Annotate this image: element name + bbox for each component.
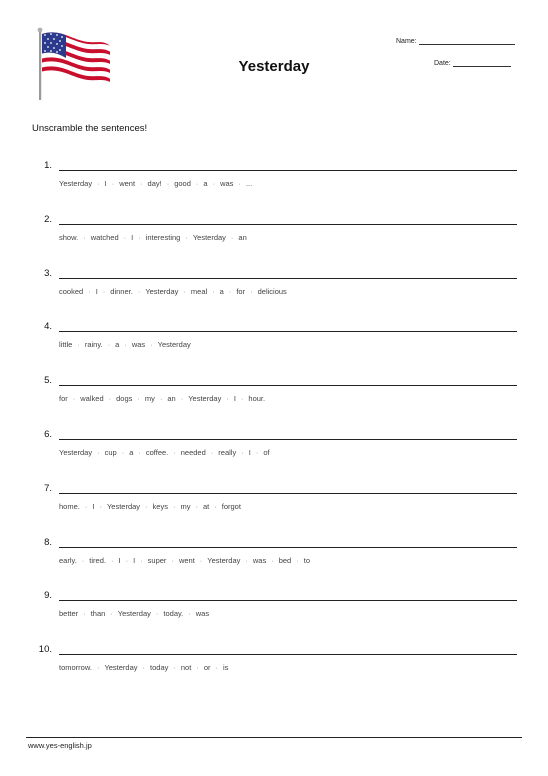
word-separator: · [296,555,299,565]
scrambled-word: Yesterday [59,179,93,188]
word-separator: · [196,663,199,673]
word-separator: · [228,286,232,296]
question-item [0,532,548,586]
word-separator: · [226,394,229,404]
scrambled-word: a [219,286,224,296]
word-separator: · [83,232,86,242]
scrambled-word: Yesterday [207,555,241,565]
word-separator: · [111,179,115,188]
word-separator: · [212,179,216,188]
footer-divider [26,737,522,738]
word-separator: · [84,501,88,511]
date-field [434,60,511,67]
name-line[interactable] [419,44,515,45]
scrambled-word: I [133,555,136,565]
answer-line[interactable] [59,600,517,601]
scrambled-word: home. [59,501,80,511]
word-separator: · [212,286,215,296]
scrambled-word: hour. [248,394,266,404]
scrambled-words [59,609,209,618]
scrambled-words [59,448,270,457]
scrambled-word: was [220,179,234,188]
scrambled-word: watched [90,232,119,242]
word-separator: · [88,286,91,296]
scrambled-word: tomorrow. [59,663,92,673]
word-separator: · [214,501,217,511]
scrambled-word: little [59,340,73,350]
word-separator: · [271,555,274,565]
word-separator: · [121,447,125,457]
scrambled-word: was [252,555,267,565]
question-item [0,316,548,370]
scrambled-word: went [119,179,136,188]
question-number: 1. [44,160,52,171]
word-separator: · [173,663,176,673]
word-separator: · [188,609,191,619]
word-separator: · [124,340,127,350]
scrambled-word: ... [245,179,253,188]
scrambled-word: an [167,394,176,404]
word-separator: · [173,447,176,457]
scrambled-word: Yesterday [145,286,179,296]
question-number: 10. [38,644,52,656]
scrambled-word: a [115,340,120,350]
scrambled-word: better [59,609,79,619]
word-separator: · [108,394,112,404]
word-separator: · [199,555,203,565]
scrambled-word: I [248,447,251,457]
scrambled-word: I [95,286,98,296]
scrambled-word: Yesterday [188,394,222,404]
scrambled-word: meal [190,286,208,296]
answer-line[interactable] [59,493,517,494]
page-title: Yesterday [238,58,310,75]
question-item [0,370,548,424]
scrambled-word: early. [59,555,77,565]
scrambled-word: Yesterday [59,447,93,457]
scrambled-word: my [144,394,155,404]
scrambled-word: forgot [221,501,241,511]
word-separator: · [110,609,113,619]
word-separator: · [185,232,188,242]
word-separator: · [241,447,244,457]
word-separator: · [137,394,140,404]
scrambled-word: went [178,555,195,565]
scrambled-word: Yesterday [117,609,151,619]
word-separator: · [150,340,153,350]
scrambled-word: a [203,179,208,188]
word-separator: · [172,501,176,511]
scrambled-word: was [195,609,210,619]
scrambled-words [59,340,191,349]
scrambled-word: for [59,394,68,404]
date-line[interactable] [453,66,511,67]
scrambled-word: cup [104,447,117,457]
word-separator: · [166,179,170,188]
answer-line[interactable] [59,654,517,655]
scrambled-word: was [131,340,146,350]
question-number: 7. [44,482,52,494]
scrambled-word: an [238,232,247,242]
scrambled-word: I [233,394,236,404]
answer-line[interactable] [59,547,517,548]
scrambled-word: bed [278,555,292,565]
question-item [0,639,548,693]
name-field [396,38,515,45]
scrambled-word: Yesterday [104,663,138,673]
question-item [0,478,548,532]
word-separator: · [240,394,244,404]
question-number: 4. [44,321,52,333]
word-separator: · [96,663,100,673]
scrambled-word: my [180,501,191,511]
word-separator: · [77,340,80,350]
word-separator: · [145,501,148,511]
word-separator: · [210,447,214,457]
scrambled-word: for [236,286,246,296]
word-separator: · [255,447,259,457]
scrambled-words [59,179,252,188]
scrambled-word: dinner. [110,286,133,296]
word-separator: · [230,232,234,242]
word-separator: · [195,501,198,511]
scrambled-word: interesting [145,232,181,242]
scrambled-word: a [129,447,134,457]
scrambled-word: of [263,447,270,457]
scrambled-word: I [92,501,95,511]
question-number: 5. [44,375,52,387]
scrambled-word: delicious [257,286,287,296]
question-item [0,424,548,478]
name-label: Name: [396,38,417,45]
word-separator: · [72,394,76,404]
word-separator: · [107,340,111,350]
word-separator: · [125,555,129,565]
instructions: Unscramble the sentences! [32,123,148,134]
word-separator: · [183,286,186,296]
scrambled-word: Yesterday [106,501,141,511]
scrambled-word: I [118,555,121,565]
scrambled-word: keys [152,501,168,511]
word-separator: · [97,447,100,457]
answer-line[interactable] [59,170,517,171]
scrambled-word: Yesterday [157,340,191,350]
scrambled-word: tired. [89,555,106,565]
word-separator: · [238,179,241,188]
word-separator: · [140,179,143,188]
scrambled-word: really [218,447,237,457]
answer-line[interactable] [59,331,517,332]
question-number: 3. [44,267,52,279]
scrambled-word: walked [80,394,104,404]
word-separator: · [195,179,199,188]
date-label: Date: [434,60,451,67]
word-separator: · [99,501,102,511]
scrambled-words [59,502,241,511]
question-item [0,155,548,209]
question-item [0,263,548,317]
scrambled-word: not [180,663,192,673]
footer-url: www.yes-english.jp [28,741,92,750]
scrambled-words [59,556,310,565]
question-number: 9. [44,590,52,602]
word-separator: · [215,663,218,673]
answer-line[interactable] [59,224,517,225]
word-separator: · [83,609,86,619]
word-separator: · [142,663,146,673]
scrambled-word: needed [180,447,206,457]
scrambled-word: is [223,663,229,673]
scrambled-word: to [303,555,310,565]
scrambled-word: day! [147,179,162,188]
scrambled-words [59,394,265,403]
word-separator: · [97,179,100,188]
scrambled-words [59,287,287,296]
word-separator: · [110,555,114,565]
question-number: 6. [44,428,52,440]
word-separator: · [159,394,163,404]
word-separator: · [123,232,127,242]
scrambled-word: cooked [59,286,84,296]
answer-line[interactable] [59,278,517,279]
word-separator: · [102,286,106,296]
scrambled-word: today. [163,609,184,619]
question-number: 2. [44,213,52,225]
scrambled-word: dogs [116,394,133,404]
word-separator: · [171,555,174,565]
scrambled-words [59,663,228,672]
word-separator: · [137,286,141,296]
scrambled-word: today [150,663,169,673]
question-number: 8. [44,536,52,548]
scrambled-word: or [203,663,211,673]
word-separator: · [81,555,85,565]
scrambled-words [59,233,247,242]
scrambled-word: good [174,179,191,188]
word-separator: · [138,447,141,457]
scrambled-word: show. [59,232,79,242]
answer-line[interactable] [59,385,517,386]
word-separator: · [245,555,248,565]
scrambled-word: I [131,232,134,242]
word-separator: · [250,286,253,296]
scrambled-word: I [104,179,107,188]
scrambled-word: super [147,555,167,565]
question-list [0,155,548,693]
word-separator: · [138,232,141,242]
scrambled-word: at [202,501,210,511]
question-item [0,585,548,639]
word-separator: · [140,555,143,565]
scrambled-word: than [90,609,106,619]
word-separator: · [155,609,159,619]
answer-line[interactable] [59,439,517,440]
scrambled-word: rainy. [84,340,103,350]
question-item [0,209,548,263]
scrambled-word: Yesterday [192,232,226,242]
scrambled-word: coffee. [145,447,169,457]
word-separator: · [180,394,184,404]
